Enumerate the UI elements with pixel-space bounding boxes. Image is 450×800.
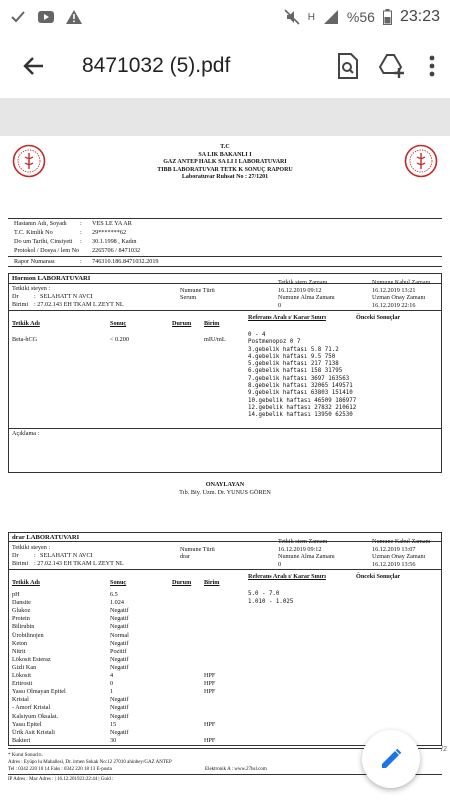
mute-icon: [284, 9, 300, 25]
report-header: [0, 136, 450, 216]
divider: [8, 310, 442, 311]
test-unit: HPF: [204, 688, 216, 696]
test-result: 30: [110, 736, 117, 744]
accept-time-label: Numune Kabul Zamanı: [372, 538, 431, 545]
header-line: Laboratuvar Ruhsat No : 27/1201: [181, 174, 269, 180]
test-name: Ürik Asit Kristali: [12, 728, 55, 736]
ref-line: 14.gebelik haftası 13950 62530: [248, 412, 353, 419]
test-result: Negatif: [110, 623, 129, 631]
accept-time-value: 16.12.2019 13:07: [372, 546, 416, 553]
test-unit: HPF: [204, 736, 216, 744]
col-birim: Birim: [204, 579, 220, 586]
drive-add-icon: [379, 54, 405, 78]
reference-ranges: [248, 332, 356, 420]
ref-line: 5.gebelik haftası 217 7138: [248, 361, 339, 368]
patient-label: T.C. Kimlik No: [14, 229, 53, 236]
patient-label: Protokol / Dosya / lem No: [14, 247, 80, 254]
footer-address: Adres : Eyüpo lu Mahallesi, Dr. irmen Sokak No:12 27010 ahinbey/GAZ ANTEP: [8, 760, 172, 765]
approver-name: Tıb. Biy. Uzm. Dr. YUNUS GÖREN: [179, 489, 271, 496]
test-result: Pozitif: [110, 647, 127, 655]
accept-time-value: 16.12.2019 13:21: [372, 287, 416, 294]
file-title: 8471032 (5).pdf: [82, 54, 231, 77]
approve-time-value: 16.12.2019 13:56: [372, 561, 416, 568]
ref-line: 12.gebelik haftası 27832 210612: [248, 404, 357, 411]
test-name: Gizli Kan: [12, 663, 37, 671]
dr-label: Dr: [12, 293, 19, 300]
ref-line: 10.gebelik haftası 46509 186977: [248, 397, 357, 404]
approver-title: ONAYLAYAN: [205, 481, 245, 488]
patient-value: 746310.186.8471032.2019: [92, 258, 159, 265]
patient-label: Hastanın Adı, Soyadı: [14, 220, 67, 227]
col-sonuc: Sonuç: [110, 579, 127, 586]
ref-line: 3.gebelik haftası 5.8 71.2: [248, 346, 339, 353]
col-durum: Durum: [172, 579, 192, 586]
footer-web: Elektronik A : www.27hsl.com: [205, 767, 267, 772]
patient-label: Do um Tarihi, Cinsiyeti: [14, 238, 73, 245]
requester-label: Tetkiki steyen :: [12, 544, 51, 551]
add-to-drive-button[interactable]: [370, 42, 414, 90]
approve-time-label: Uzman Onay Zamanı: [372, 553, 426, 560]
doctor-name: SELAHATT N AVCI: [40, 552, 93, 559]
header-line: GAZ ANTEP HALK SA LI I LABORATUVARI: [163, 159, 287, 165]
test-result: Negatif: [110, 696, 129, 704]
ref-line: 6.gebelik haftası 158 31795: [248, 368, 343, 375]
colon: :: [80, 220, 82, 227]
sample-time-label: Numune Alma Zamanı: [278, 294, 335, 301]
pdf-page: [0, 136, 450, 800]
arrow-left-icon: [23, 55, 45, 77]
header-line: TIBB LABORATUVAR TETK K SONUÇ RAPORU: [157, 166, 293, 173]
more-options-button[interactable]: [414, 42, 450, 90]
col-referans: Referans Aralı ı/ Karar Sınırı: [248, 573, 326, 580]
search-in-document-button[interactable]: [326, 42, 370, 90]
test-name: Protein: [12, 615, 30, 623]
check-icon: [10, 9, 26, 25]
status-bar: [0, 0, 450, 34]
colon: :: [34, 552, 36, 559]
test-name: Bilirubin: [12, 623, 35, 631]
patient-label: Rapor Numarası: [14, 258, 55, 265]
col-onceki: Önceki Sonuçlar: [356, 314, 401, 321]
patient-value: 2265706 / 8471032: [92, 247, 141, 254]
test-result: Negatif: [110, 655, 129, 663]
ref-line: 9.gebelik haftası 63803 151410: [248, 390, 353, 397]
test-name: Beta-hCG: [12, 336, 38, 343]
footer-line: * Kurut Sonuclrı.: [8, 753, 43, 758]
app-bar: [0, 34, 450, 98]
header-line: T.C: [220, 144, 230, 150]
col-durum: Durum: [172, 320, 192, 327]
sample-type-value: Serum: [180, 294, 197, 301]
unit-value: : 27.02.143 EH TKAM L ZEYT NL: [34, 560, 124, 567]
sample-time-value: 0: [278, 302, 282, 309]
warning-icon: [66, 10, 82, 24]
test-result: Negatif: [110, 712, 129, 720]
test-name: Dansite: [12, 599, 31, 607]
sample-type-label: Numune Türü: [180, 546, 215, 553]
test-name: Glukoz: [12, 607, 31, 615]
sample-type-label: Numune Türü: [180, 287, 215, 294]
ministry-logo-icon: [12, 144, 46, 178]
col-birim: Birim: [204, 320, 220, 327]
divider: [8, 256, 442, 257]
ref-line: 4.gebelik haftası 9.5 750: [248, 353, 336, 360]
sample-type-value: drar: [180, 553, 190, 560]
document-search-icon: [337, 53, 359, 79]
unit-label: Birimi: [12, 560, 29, 567]
request-time-value: 16.12.2019 09:12: [278, 287, 322, 294]
test-result: Negatif: [110, 663, 129, 671]
test-result: 1.024: [110, 599, 124, 607]
test-unit: HPF: [204, 720, 216, 728]
test-name: Keton: [12, 639, 28, 647]
footer-meta: IP Adres : Mac Adres : | 16.12.201923:22:44 | Guid :: [8, 777, 114, 782]
test-name: Yassı Olmayan Epitel: [12, 688, 66, 696]
divider: [8, 266, 442, 267]
edit-fab-button[interactable]: [362, 730, 420, 788]
sample-time-label: Numune Alma Zamanı: [278, 553, 335, 560]
section-title: Hormon LABORATUVARI: [12, 275, 91, 282]
test-name: Yassı Epitel: [12, 720, 42, 728]
test-name: pH: [12, 591, 20, 598]
colon: :: [80, 238, 82, 245]
dr-label: Dr: [12, 552, 19, 559]
test-result: < 0.200: [110, 336, 129, 343]
col-referans: Referans Aralı ı/ Karar Sınırı: [248, 314, 326, 321]
battery-level: %56: [346, 9, 375, 25]
test-unit: HPF: [204, 672, 216, 679]
pdf-viewer[interactable]: [0, 98, 450, 800]
unit-label: Birimi: [12, 301, 29, 308]
test-name: Kalsiyum Oksalat.: [12, 712, 59, 720]
unit-value: : 27.02.143 EH TKAM L ZEYT NL: [34, 301, 124, 308]
signal-icon: [323, 9, 339, 25]
test-reference: 1.010 - 1.025: [248, 599, 294, 606]
test-result: Negatif: [110, 728, 129, 736]
ref-line: 0 - 4: [248, 332, 266, 338]
test-name: Ürobilinojen: [12, 631, 44, 639]
colon: :: [34, 293, 36, 300]
test-result: Normal: [110, 631, 129, 639]
col-tetkik: Tetkik Adı: [12, 320, 40, 327]
test-result: Negatif: [110, 615, 129, 623]
sample-time-value: 0: [278, 561, 282, 568]
test-result: 15: [110, 720, 117, 728]
ref-line: 8.gebelik haftası 32065 149571: [248, 383, 353, 390]
section-title: drar LABORATUVARI: [12, 534, 80, 541]
doctor-name: SELAHATT N AVCI: [40, 293, 93, 300]
test-name: Kristal: [12, 696, 29, 704]
patient-value: VES LE YA AR: [92, 220, 132, 227]
test-name: Bakteri: [12, 736, 31, 744]
network-type: H: [307, 11, 315, 23]
patient-value: 30.1.1998 , Kadın: [92, 238, 137, 245]
request-time-label: Tetkik stem Zamanı: [278, 279, 328, 286]
test-reference: 5.0 - 7.0: [248, 591, 280, 597]
test-name: Nitrit: [12, 647, 26, 655]
page-indicator: /2: [441, 746, 447, 753]
request-time-value: 16.12.2019 09:12: [278, 546, 322, 553]
clock: 23:23: [399, 8, 440, 25]
accept-time-label: Numune Kabul Zamanı: [372, 279, 431, 286]
more-vert-icon: [429, 55, 435, 77]
test-name: - Amorf Kristal: [12, 704, 51, 712]
header-text: [70, 144, 380, 182]
pencil-icon: [379, 747, 403, 771]
test-result: 0: [110, 680, 114, 688]
test-unit: HPF: [204, 680, 216, 688]
notes-label: Açıklama :: [12, 430, 40, 437]
divider: [8, 218, 442, 219]
ref-line: 7.gebelik haftası 3697 163563: [248, 375, 350, 382]
battery-icon: [383, 9, 392, 25]
test-name: Lökosit: [12, 672, 31, 679]
test-result: 6.5: [110, 591, 118, 598]
test-name: Lökosit Esteraz: [12, 655, 51, 663]
request-time-label: Tetkik stem Zamanı: [278, 538, 328, 545]
test-unit: mIU/mL: [204, 336, 226, 343]
col-onceki: Önceki Sonuçlar: [356, 573, 401, 580]
header-line: SA LIK BAKANLI I: [198, 151, 252, 158]
test-result: Negatif: [110, 639, 129, 647]
col-sonuc: Sonuç: [110, 320, 127, 327]
ref-line: Postmenopoz 0 7: [248, 339, 301, 346]
colon: :: [80, 258, 82, 265]
col-tetkik: Tetkik Adı: [12, 579, 40, 586]
back-button[interactable]: [6, 38, 62, 94]
youtube-icon: [38, 10, 54, 24]
patient-value: 29*******62: [92, 229, 127, 236]
test-result: 4: [110, 672, 114, 679]
hospital-logo-icon: [404, 144, 438, 178]
approve-time-value: 16.12.2019 22:16: [372, 302, 416, 309]
requester-label: Tetkiki steyen :: [12, 285, 51, 292]
test-result: Negatif: [110, 704, 129, 712]
test-result: 1: [110, 688, 114, 696]
divider: [8, 428, 442, 429]
test-name: Eritrosit: [12, 680, 33, 688]
colon: :: [80, 229, 82, 236]
divider: [8, 569, 442, 570]
footer-contact: Tel : 0342 220 10 14 Faks : 0342 220 18 13 E-posta: [8, 767, 112, 772]
test-result: Negatif: [110, 607, 129, 615]
approve-time-label: Uzman Onay Zamanı: [372, 294, 426, 301]
